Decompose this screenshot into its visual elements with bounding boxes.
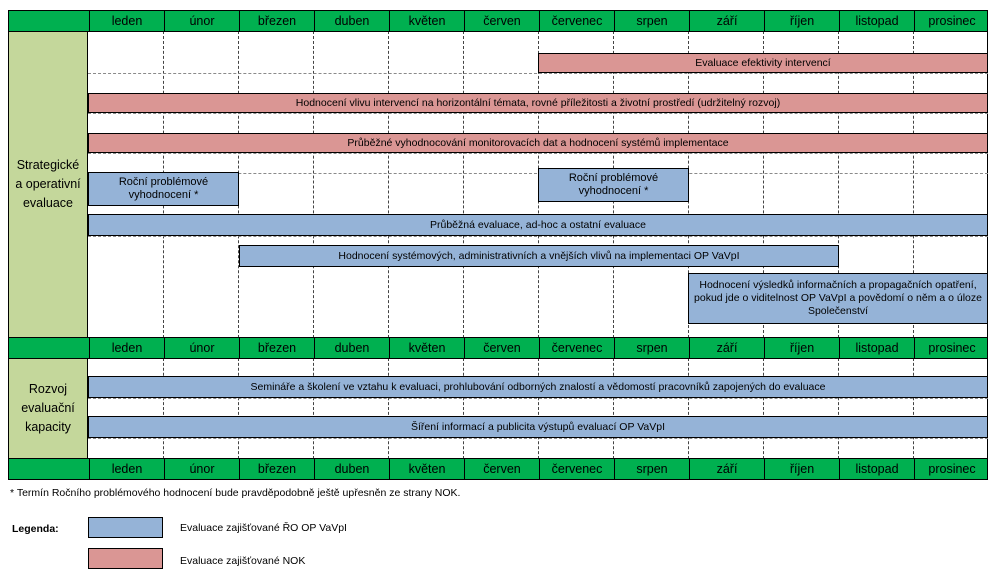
- month-label: září: [689, 11, 764, 31]
- month-label: červen: [464, 459, 539, 479]
- month-row-top: [8, 10, 988, 32]
- month-label: prosinec: [914, 459, 989, 479]
- month-gridline: [388, 31, 389, 338]
- month-gridline: [163, 358, 164, 459]
- legend-title: Legenda:: [12, 523, 59, 535]
- month-label: říjen: [764, 11, 839, 31]
- bar-hodnoceni-informacnich-opatreni: Hodnocení výsledků informačních a propagačních opatření, pokud jde o viditelnost OP VaVpI a povědomí o něm a o úloze Společenství: [688, 273, 988, 324]
- bar-prubezna-evaluace: Průběžná evaluace, ad-hoc a ostatní evaluace: [88, 214, 988, 236]
- month-gridline: [763, 358, 764, 459]
- month-label: květen: [389, 338, 464, 358]
- month-label: leden: [89, 11, 164, 31]
- month-label: červenec: [539, 338, 614, 358]
- month-label: leden: [89, 459, 164, 479]
- bar-seminare-skoleni: Semináře a školení ve vztahu k evaluaci, prohlubování odborných znalostí a vědomostí pracovníků zapojených do evaluace: [88, 376, 988, 398]
- month-label: listopad: [839, 338, 914, 358]
- month-label: září: [689, 338, 764, 358]
- row-gridline: [88, 236, 988, 237]
- month-gridline: [688, 358, 689, 459]
- month-label: srpen: [614, 338, 689, 358]
- bar-hodnoceni-systemovych-vlivu: Hodnocení systémových, administrativních a vnějších vlivů na implementaci OP VaVpI: [239, 245, 839, 267]
- month-label: březen: [239, 338, 314, 358]
- row-gridline: [88, 73, 988, 74]
- month-gridline: [388, 358, 389, 459]
- legend-swatch-blue: [88, 517, 163, 538]
- month-row-bottom: [8, 458, 988, 480]
- legend-label-nok: Evaluace zajišťované NOK: [180, 555, 306, 567]
- section-label-capacity: Rozvoj evaluační kapacity: [8, 358, 88, 459]
- month-label: říjen: [764, 459, 839, 479]
- bar-evaluace-efektivity: Evaluace efektivity intervencí: [538, 53, 988, 73]
- month-label: únor: [164, 338, 239, 358]
- bar-rocni-problemove-1: Roční problémové vyhodnocení *: [88, 172, 239, 206]
- month-gridline: [463, 358, 464, 459]
- month-label: říjen: [764, 338, 839, 358]
- legend-swatch-red: [88, 548, 163, 569]
- month-label: duben: [314, 11, 389, 31]
- month-label: březen: [239, 11, 314, 31]
- month-label: květen: [389, 11, 464, 31]
- month-label: listopad: [839, 459, 914, 479]
- month-gridline: [238, 358, 239, 459]
- month-label: květen: [389, 459, 464, 479]
- bar-prubezne-vyhodnocovani: Průběžné vyhodnocování monitorovacích dat a hodnocení systémů implementace: [88, 133, 988, 153]
- month-gridline: [313, 358, 314, 459]
- row-gridline: [88, 438, 988, 439]
- bar-hodnoceni-vlivu-horizontalni: Hodnocení vlivu intervencí na horizontální témata, rovné příležitosti a životní prostředí (udržitelný rozvoj): [88, 93, 988, 113]
- month-label: prosinec: [914, 11, 989, 31]
- month-label: prosinec: [914, 338, 989, 358]
- month-label: duben: [314, 338, 389, 358]
- row-gridline: [88, 398, 988, 399]
- row-gridline: [88, 153, 988, 154]
- month-label: červenec: [539, 11, 614, 31]
- month-gridline: [313, 31, 314, 338]
- month-gridline: [538, 358, 539, 459]
- month-label: září: [689, 459, 764, 479]
- legend-label-ro: Evaluace zajišťované ŘO OP VaVpI: [180, 522, 347, 534]
- month-row-middle: [8, 337, 988, 359]
- section-label-strategic: Strategické a operativní evaluace: [8, 31, 88, 338]
- month-label: listopad: [839, 11, 914, 31]
- month-label: červenec: [539, 459, 614, 479]
- row-gridline: [88, 113, 988, 114]
- month-label: březen: [239, 459, 314, 479]
- month-gridline: [913, 358, 914, 459]
- month-label: duben: [314, 459, 389, 479]
- month-label: červen: [464, 11, 539, 31]
- footnote: * Termín Ročního problémového hodnocení bude pravděpodobně ještě upřesněn ze strany NOK.: [10, 487, 461, 499]
- month-label: červen: [464, 338, 539, 358]
- month-label: leden: [89, 338, 164, 358]
- month-gridline: [613, 358, 614, 459]
- month-label: únor: [164, 459, 239, 479]
- bar-sireni-informaci: Šíření informací a publicita výstupů evaluací OP VaVpI: [88, 416, 988, 438]
- month-label: únor: [164, 11, 239, 31]
- month-label: srpen: [614, 459, 689, 479]
- bar-rocni-problemove-2: Roční problémové vyhodnocení *: [538, 168, 689, 202]
- month-gridline: [838, 358, 839, 459]
- month-gridline: [463, 31, 464, 338]
- month-label: srpen: [614, 11, 689, 31]
